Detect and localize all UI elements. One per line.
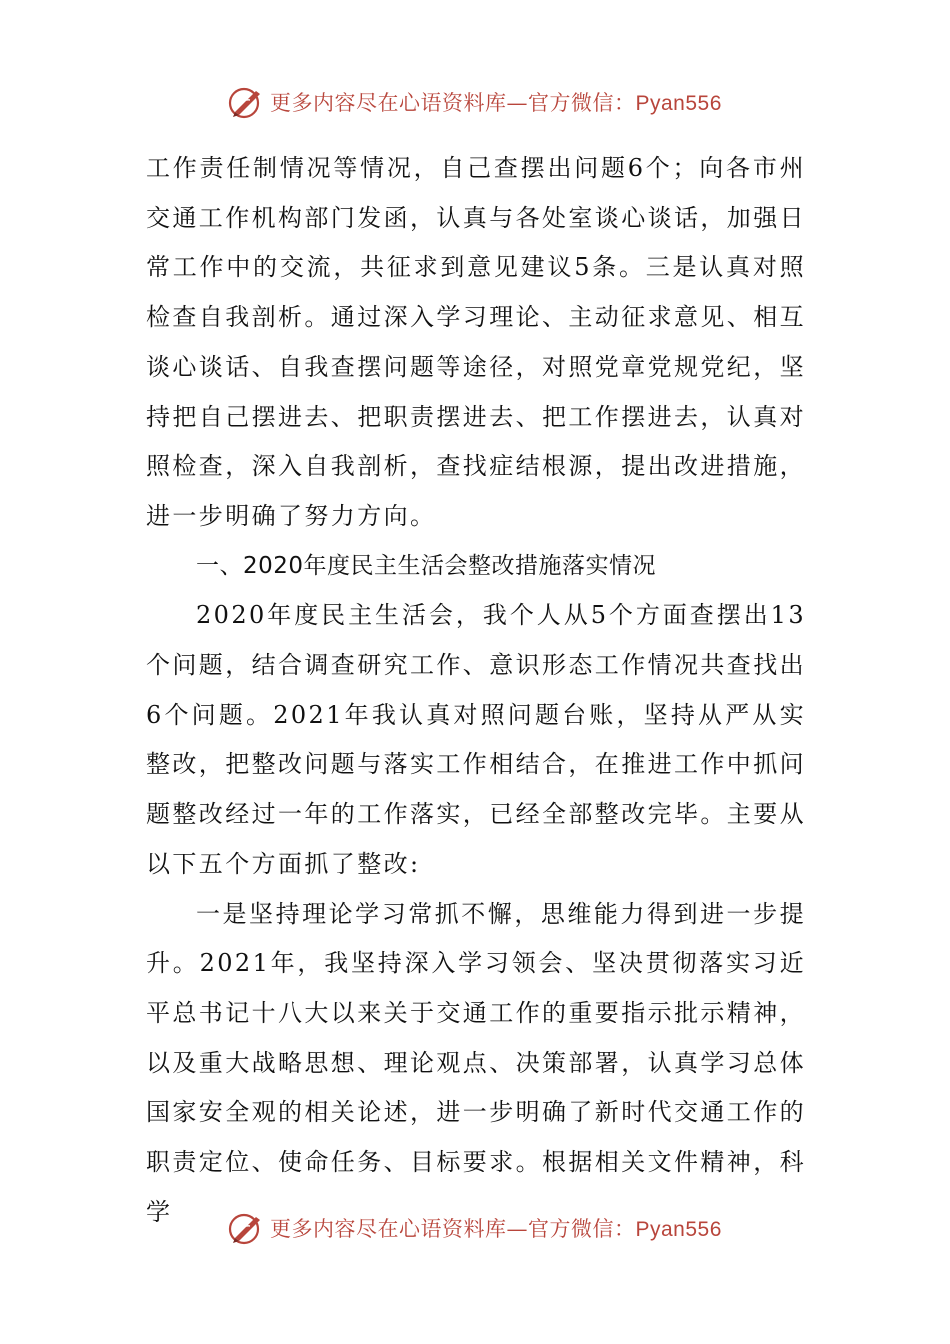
document-body — [146, 144, 806, 1237]
pen-logo-icon — [226, 1208, 266, 1248]
watermark-text — [270, 87, 722, 117]
watermark-footer — [226, 1206, 722, 1250]
section-heading-1: 一、2020年度民主生活会整改措施落实情况 — [196, 552, 657, 579]
watermark-cn: 更多内容尽在心语资料库—官方微信： — [270, 1217, 636, 1241]
paragraph-1: 工作责任制情况等情况，自己查摆出问题6个；向各市州交通工作机构部门发函，认真与各处室谈心谈话，加强日常工作中的交流，共征求到意见建议5条。三是认真对照检查自我剖析。通过深入学习理论、主动征求意见、相互谈心谈话、自我查摆问题等途径，对照党章党规党纪，坚持把自己摆进去、把职责摆进去、把工作摆进去，认真对照检查，深入自我剖析，查找症结根源，提出改进措施，进一步明确了努力方向。 — [146, 154, 806, 530]
watermark-id: Pyan556 — [635, 92, 722, 115]
watermark-header — [226, 80, 722, 124]
paragraph-3: 一是坚持理论学习常抓不懈，思维能力得到进一步提升。2021年，我坚持深入学习领会、坚决贯彻落实习近平总书记十八大以来关于交通工作的重要指示批示精神，以及重大战略思想、理论观点、决策部署，认真学习总体国家安全观的相关论述，进一步明确了新时代交通工作的职责定位、使命任务、目标要求。根据相关文件精神，科学 — [146, 899, 806, 1226]
pen-logo-icon — [226, 82, 266, 122]
paragraph-2: 2020年度民主生活会，我个人从5个方面查摆出13个问题，结合调查研究工作、意识形态工作情况共查找出6个问题。2021年我认真对照问题台账，坚持从严从实整改，把整改问题与落实工作相结合，在推进工作中抓问题整改经过一年的工作落实，已经全部整改完毕。主要从以下五个方面抓了整改: — [146, 601, 806, 878]
watermark-id: Pyan556 — [635, 1218, 722, 1241]
watermark-text — [270, 1213, 722, 1243]
watermark-cn: 更多内容尽在心语资料库—官方微信： — [270, 91, 636, 115]
